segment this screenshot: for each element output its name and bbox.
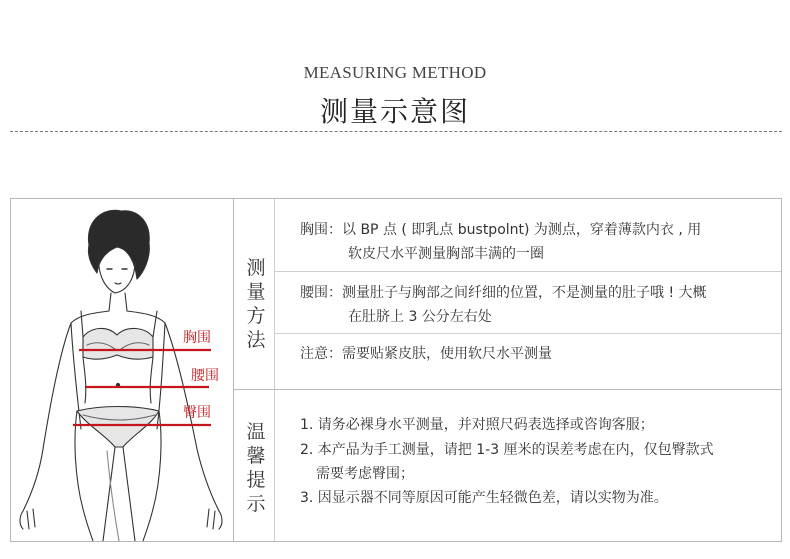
table-divider — [274, 333, 781, 334]
page-title-english: MEASURING METHOD — [303, 63, 487, 82]
method-section-label: 测量方法 — [246, 257, 266, 351]
page-title: 测量示意图 — [319, 95, 470, 128]
waist-instruction: 腰围：测量肚子与胸部之间纤细的位置，不是测量的肚子哦 ! 大概 — [300, 285, 707, 301]
tip-item: 2. 本产品为手工测量，请把 1-3 厘米的误差考虑在内，仅包臀款式 — [300, 442, 714, 458]
dashed-divider — [10, 131, 782, 132]
waist-label: 腰围 — [191, 368, 219, 384]
tips-section-label: 温馨提示 — [246, 421, 266, 515]
tip-item: 1. 请务必裸身水平测量，并对照尺码表选择或咨询客服； — [300, 417, 654, 433]
bust-label: 胸围 — [183, 330, 211, 346]
measurement-figure — [11, 199, 233, 541]
table-divider — [274, 271, 781, 272]
table-divider — [274, 199, 275, 541]
bust-instruction: 胸围：以 BP 点 ( 即乳点 bustpolnt) 为测点，穿着薄款内衣 , 用 — [300, 222, 702, 238]
table-divider — [233, 389, 781, 390]
bust-instruction-continued: 软皮尺水平测量胸部丰满的一圈 — [348, 246, 544, 262]
tip-item-continued: 需要考虑臀围； — [316, 466, 414, 482]
hip-label: 臀围 — [183, 405, 211, 421]
table-divider — [233, 199, 234, 541]
waist-instruction-continued: 在肚脐上 3 公分左右处 — [348, 309, 492, 325]
measuring-note: 注意：需要贴紧皮肤，使用软尺水平测量 — [300, 346, 552, 362]
tip-item: 3. 因显示器不同等原因可能产生轻微色差，请以实物为准。 — [300, 490, 668, 506]
